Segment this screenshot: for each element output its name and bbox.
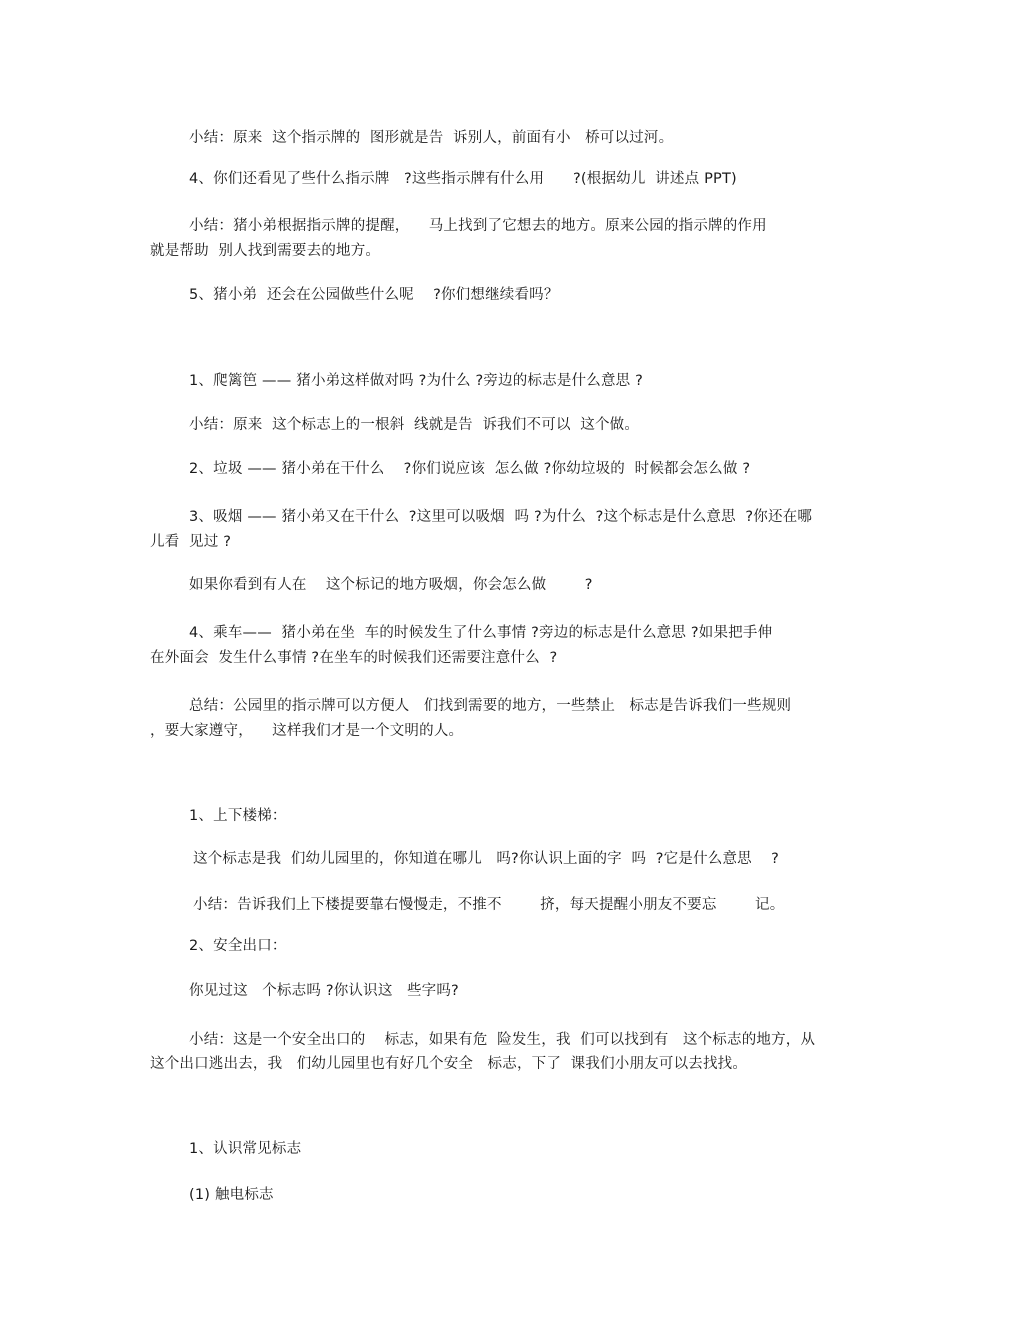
- text-line-17: 这个标志是我 们幼儿园里的，你知道在哪儿 吗?你认识上面的字 吗 ?它是什么意思 ?: [193, 851, 780, 867]
- text-line-10: 儿看 见过 ?: [150, 534, 232, 550]
- text-line-6: 1、爬篱笆 —— 猪小弟这样做对吗 ?为什么 ?旁边的标志是什么意思 ?: [189, 373, 644, 389]
- text-line-9: 3、吸烟 —— 猪小弟又在干什么 ?这里可以吸烟 吗 ?为什么 ?这个标志是什么意思 ?你还在哪: [189, 509, 813, 525]
- text-line-8: 2、垃圾 —— 猪小弟在干什么 ?你们说应该 怎么做 ?你幼垃圾的 时候都会怎么做 ?: [189, 461, 751, 477]
- text-line-16: 1、上下楼梯：: [189, 808, 287, 824]
- text-line-18: 小结：告诉我们上下楼提要靠右慢慢走，不推不 挤，每天提醒小朋友不要忘 记。: [193, 897, 785, 913]
- text-line-4: 就是帮助 别人找到需要去的地方。: [150, 243, 381, 259]
- text-line-15: ，要大家遵守， 这样我们才是一个文明的人。: [150, 723, 464, 739]
- text-line-11: 如果你看到有人在 这个标记的地方吸烟，你会怎么做 ?: [189, 577, 593, 593]
- text-line-12: 4、乘车—— 猪小弟在坐 车的时候发生了什么事情 ?旁边的标志是什么意思 ?如果把手伸: [189, 625, 773, 641]
- text-line-1: 小结：原来 这个指示牌的 图形就是告 诉别人，前面有小 桥可以过河。: [189, 130, 674, 146]
- text-line-13: 在外面会 发生什么事情 ?在坐车的时候我们还需要注意什么 ?: [150, 650, 558, 666]
- text-line-5: 5、猪小弟 还会在公园做些什么呢 ?你们想继续看吗？: [189, 287, 559, 303]
- text-line-7: 小结：原来 这个标志上的一根斜 线就是告 诉我们不可以 这个做。: [189, 417, 640, 433]
- text-line-22: 这个出口逃出去，我 们幼儿园里也有好几个安全 标志，下了 课我们小朋友可以去找找。: [150, 1056, 748, 1072]
- text-line-23: 1、认识常见标志: [189, 1141, 302, 1157]
- text-line-21: 小结：这是一个安全出口的 标志，如果有危 险发生，我 们可以找到有 这个标志的地方，从: [189, 1032, 816, 1048]
- text-line-20: 你见过这 个标志吗 ?你认识这 些字吗?: [189, 983, 459, 999]
- text-line-19: 2、安全出口：: [189, 938, 287, 954]
- text-line-24: (1) 触电标志: [189, 1187, 274, 1203]
- text-line-14: 总结：公园里的指示牌可以方便人 们找到需要的地方，一些禁止 标志是告诉我们一些规则: [189, 698, 792, 714]
- text-line-2: 4、你们还看见了些什么指示牌 ?这些指示牌有什么用 ?(根据幼儿 讲述点 PPT): [189, 171, 737, 187]
- text-line-3: 小结：猪小弟根据指示牌的提醒， 马上找到了它想去的地方。原来公园的指示牌的作用: [189, 218, 767, 234]
